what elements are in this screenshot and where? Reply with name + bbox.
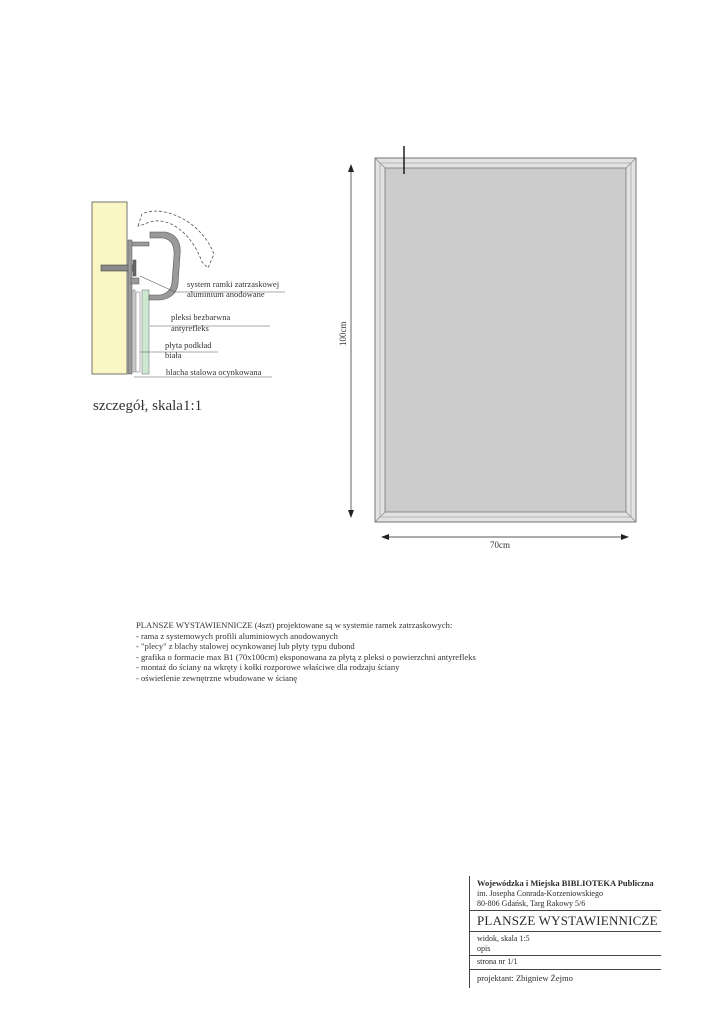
wall-section [92, 202, 127, 374]
designer: projektant: Zbigniew Żejmo [477, 973, 573, 983]
label-backing-1: płyta podkład [165, 340, 212, 350]
label-backing-2: biała [165, 350, 182, 360]
label-frame-system-2: aluminium anodowane [187, 289, 265, 299]
drawing-type: opis [477, 944, 491, 953]
dim-width-arrow-right [621, 534, 629, 540]
description-line: - oświetlenie zewnętrzne wbudowane w ścianę [136, 672, 298, 683]
dim-width-label: 70cm [490, 540, 510, 550]
drawing-view: widok, skala 1:5 [477, 934, 530, 943]
dim-height-arrow-top [348, 164, 354, 172]
profile-clip [131, 278, 139, 284]
profile-base [128, 240, 132, 374]
description-line: - montaż do ściany na wkręty i kołki rozporowe właściwe dla rodzaju ściany [136, 662, 400, 673]
snap-cover-closed [149, 232, 180, 300]
dim-width-arrow-left [381, 534, 389, 540]
description [136, 620, 476, 684]
plexi-sheet [142, 290, 149, 374]
title-block-border [469, 876, 470, 988]
label-frame-system-1: system ramki zatrzaskowej [187, 279, 280, 289]
institution-name: Wojewódzka i Miejska BIBLIOTEKA Publiczna [477, 878, 654, 888]
description-line: PLANSZE WYSTAWIENNICZE (4szt) projektowane są w systemie ramek zatrzaskowych: [136, 620, 453, 630]
title-divider-4 [469, 969, 661, 970]
steel-sheet [133, 290, 135, 372]
drawing-title: PLANSZE WYSTAWIENNICZE [477, 913, 658, 928]
label-steel-sheet: blacha stalowa ocynkowana [166, 367, 262, 377]
detail-caption: szczegół, skala1:1 [93, 398, 203, 414]
screw-head [133, 260, 136, 276]
label-plexi-1: pleksi bezbarwna [171, 312, 231, 322]
label-plexi-2: antyrefleks [171, 323, 209, 333]
title-block [469, 876, 661, 988]
dim-height-label: 100cm [338, 321, 348, 346]
profile-flange-top [130, 242, 149, 246]
backing-board [136, 292, 140, 372]
description-line: - rama z systemowych profili aluminiowych anodowanych [136, 630, 338, 641]
description-line: - "plecy" z blachy stalowej ocynkowanej lub płyty typu dubond [136, 641, 355, 652]
title-divider-3 [469, 955, 661, 956]
institution-subtitle: im. Josepha Conrada-Korzeniowskiego [477, 889, 603, 898]
description-line: - grafika o formacie max B1 (70x100cm) eksponowana za płytą z pleksi o powierzchni antyrefleks [136, 651, 476, 662]
title-divider-2 [469, 931, 661, 932]
institution-address: 80-806 Gdańsk, Targ Rakowy 5/6 [477, 899, 586, 908]
dim-height-arrow-bottom [348, 510, 354, 518]
graphic-panel [385, 168, 626, 512]
page-number: strona nr 1/1 [477, 957, 518, 966]
title-divider-1 [469, 910, 661, 911]
